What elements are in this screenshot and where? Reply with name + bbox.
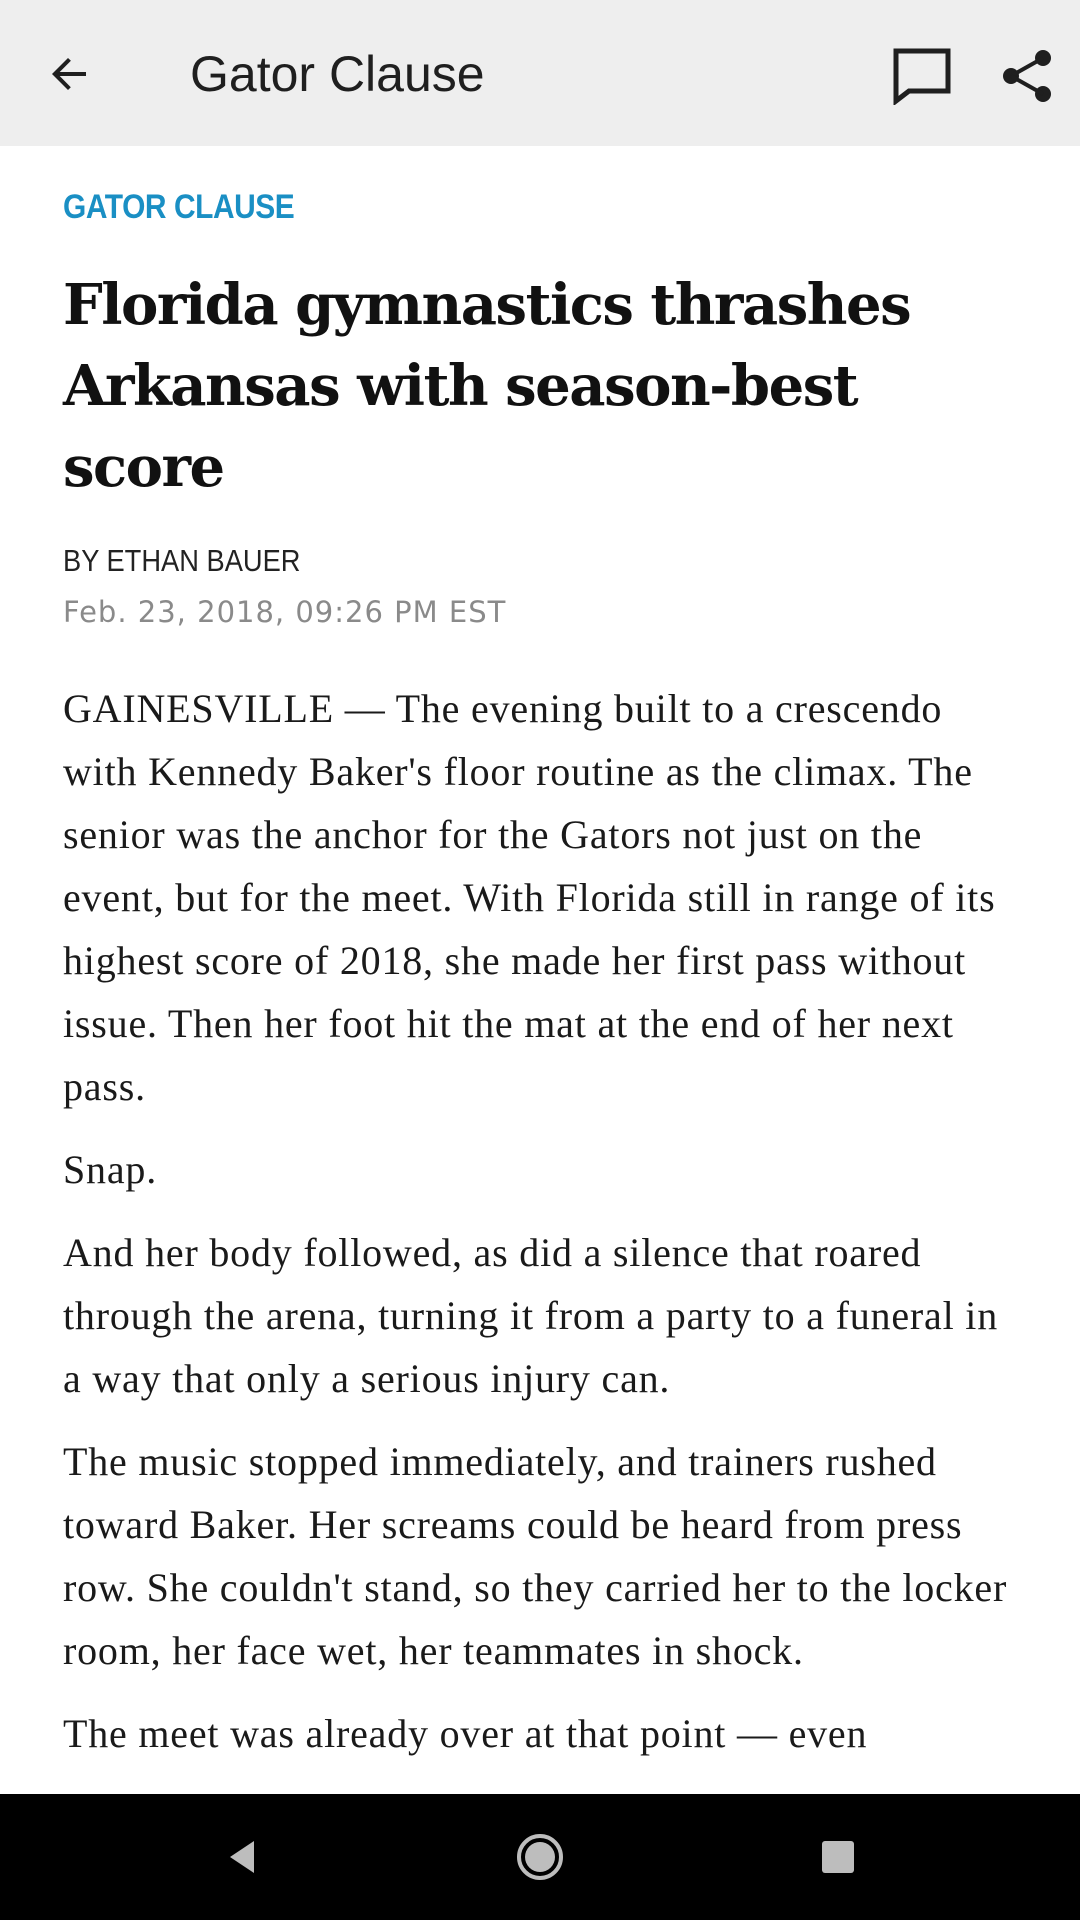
app-bar-title: Gator Clause: [190, 46, 485, 102]
article-paragraph: The music stopped immediately, and trainers rushed toward Baker. Her screams could be heard from press row. She couldn't stand, so they carried her to the locker room, her face wet, her teammates in shock.: [63, 1439, 1008, 1673]
article-paragraph: The meet was already over at that point — even: [63, 1711, 868, 1756]
article-paragraph: Snap.: [63, 1147, 157, 1192]
article-byline: BY ETHAN BAUER: [63, 543, 301, 578]
comment-button[interactable]: [890, 44, 954, 108]
system-nav-bar: [0, 1794, 1080, 1920]
nav-home-button[interactable]: [508, 1825, 572, 1889]
nav-back-button[interactable]: [210, 1825, 274, 1889]
nav-back-triangle-icon: [222, 1837, 262, 1877]
article-paragraph: GAINESVILLE — The evening built to a crescendo with Kennedy Baker's floor routine as the climax. The senior was the anchor for the Gators not just on the event, but for the meet. With Florida still in range of its highest score of 2018, she made her first pass without issue. Then her foot hit the mat at the end of her next pass.: [63, 686, 996, 1109]
nav-home-circle-icon: [515, 1832, 565, 1882]
article-date: Feb. 23, 2018, 09:26 PM EST: [63, 595, 507, 629]
nav-recents-square-icon: [820, 1839, 856, 1875]
back-arrow-icon: [46, 50, 94, 98]
back-button[interactable]: [40, 44, 100, 104]
nav-recents-button[interactable]: [806, 1825, 870, 1889]
share-button[interactable]: [995, 44, 1059, 108]
comment-icon: [891, 47, 953, 105]
article: [63, 146, 1023, 1785]
share-icon: [999, 48, 1055, 104]
article-headline: Florida gymnastics thrashes Arkansas with season-best score: [63, 272, 911, 500]
app-bar: [0, 0, 1080, 146]
article-paragraph: And her body followed, as did a silence that roared through the arena, turning it from a party to a funeral in a way that only a serious injury can.: [63, 1230, 998, 1401]
article-body: [63, 677, 1023, 1765]
section-label[interactable]: GATOR CLAUSE: [63, 188, 295, 226]
